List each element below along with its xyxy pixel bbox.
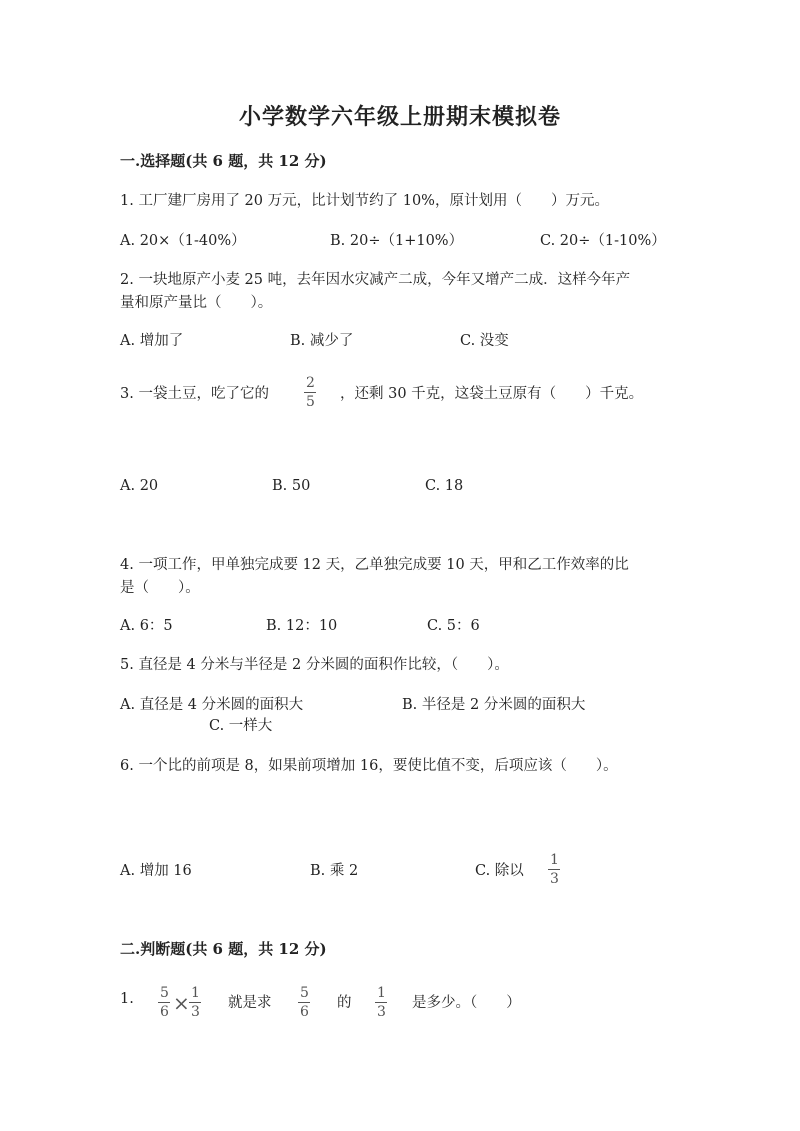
question-2-line-1: 2. 一块地原产小麦 25 吨，去年因水灾减产二成，今年又增产二成．这样今年产	[120, 272, 631, 288]
multiply-sign: ×	[173, 991, 190, 1015]
fraction-numerator: 1	[191, 985, 200, 1001]
judgment-1-fraction-b	[189, 986, 202, 1019]
fraction-numerator: 5	[160, 985, 169, 1001]
question-3-text-after: ，还剩 30 千克，这袋土豆原有（ ）千克。	[340, 386, 644, 402]
question-3-fraction	[304, 376, 317, 409]
page-title: 小学数学六年级上册期末模拟卷	[238, 104, 561, 130]
question-5-text: 5. 直径是 4 分米与半径是 2 分米圆的面积作比较，（ ）。	[120, 657, 509, 673]
question-2-option-a[interactable]: A. 增加了	[120, 333, 184, 349]
section-heading-choice: 一.选择题(共 6 题，共 12 分)	[120, 152, 327, 170]
question-4-option-c[interactable]: C. 5：6	[427, 618, 480, 634]
question-6-option-c-fraction	[548, 853, 561, 886]
judgment-1-text-3: 是多少。（ ）	[412, 995, 521, 1011]
judgment-1-text-2: 的	[337, 995, 352, 1011]
fraction-denominator: 3	[377, 1004, 386, 1020]
judgment-1-fraction-d	[375, 986, 388, 1019]
question-6-option-c[interactable]: C. 除以	[475, 863, 524, 879]
question-5-option-c[interactable]: C. 一样大	[209, 718, 273, 734]
question-2-line-2: 量和原产量比（ ）。	[120, 295, 273, 311]
fraction-numerator: 1	[550, 852, 559, 868]
question-4-option-a[interactable]: A. 6：5	[120, 618, 173, 634]
judgment-1-fraction-c	[298, 986, 311, 1019]
question-3-option-a[interactable]: A. 20	[120, 478, 159, 494]
question-1-option-a[interactable]: A. 20×（1-40%）	[120, 233, 246, 249]
question-5-option-b[interactable]: B. 半径是 2 分米圆的面积大	[402, 697, 586, 713]
section-heading-judgment: 二.判断题(共 6 题，共 12 分)	[120, 940, 327, 958]
question-2-option-c[interactable]: C. 没变	[460, 333, 509, 349]
fraction-numerator: 5	[300, 985, 309, 1001]
question-4-line-1: 4. 一项工作，甲单独完成要 12 天，乙单独完成要 10 天，甲和乙工作效率的比	[120, 557, 629, 573]
fraction-numerator: 1	[377, 985, 386, 1001]
question-6-option-a[interactable]: A. 增加 16	[120, 863, 192, 879]
question-1-option-b[interactable]: B. 20÷（1+10%）	[330, 233, 464, 249]
fraction-denominator: 6	[300, 1004, 309, 1020]
judgment-1-fraction-a	[158, 986, 171, 1019]
question-2-option-b[interactable]: B. 减少了	[290, 333, 354, 349]
fraction-denominator: 3	[191, 1004, 200, 1020]
question-4-line-2: 是（ ）。	[120, 580, 200, 596]
question-6-text: 6. 一个比的前项是 8，如果前项增加 16，要使比值不变，后项应该（ ）。	[120, 758, 618, 774]
fraction-denominator: 3	[550, 871, 559, 887]
question-3-option-b[interactable]: B. 50	[272, 478, 311, 494]
fraction-numerator: 2	[306, 375, 315, 391]
question-1-option-c[interactable]: C. 20÷（1-10%）	[540, 233, 666, 249]
question-6-option-b[interactable]: B. 乘 2	[310, 863, 359, 879]
fraction-denominator: 6	[160, 1004, 169, 1020]
question-4-option-b[interactable]: B. 12：10	[266, 618, 338, 634]
fraction-denominator: 5	[306, 394, 315, 410]
judgment-1-number: 1.	[120, 991, 134, 1007]
judgment-1-text-1: 就是求	[228, 995, 272, 1011]
question-1-text: 1. 工厂建厂房用了 20 万元，比计划节约了 10%，原计划用（ ）万元。	[120, 193, 609, 209]
question-3-option-c[interactable]: C. 18	[425, 478, 464, 494]
question-3-text-before: 3. 一袋土豆，吃了它的	[120, 386, 269, 402]
question-5-option-a[interactable]: A. 直径是 4 分米圆的面积大	[120, 697, 304, 713]
